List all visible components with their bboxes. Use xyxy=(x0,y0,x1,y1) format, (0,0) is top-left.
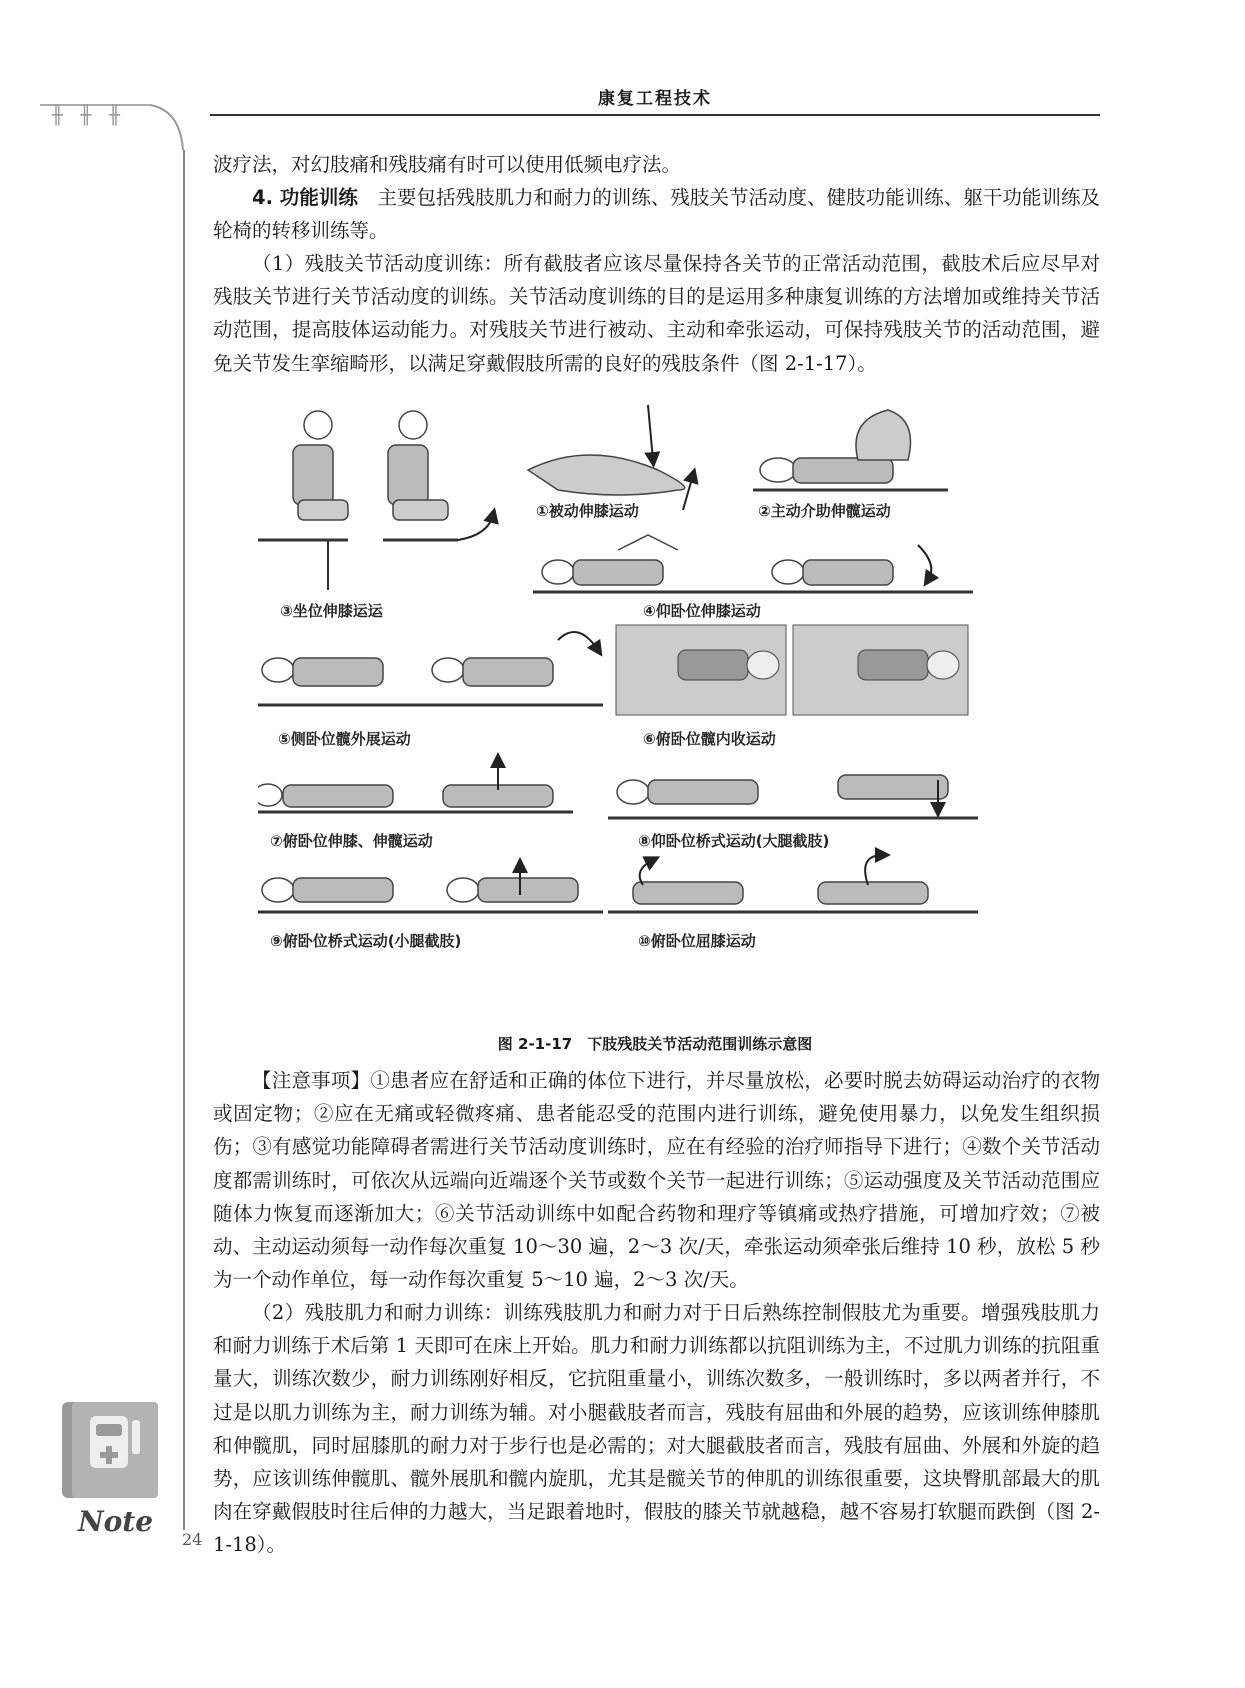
panel-supine-bridge-thigh xyxy=(608,775,978,818)
label-3: ③坐位伸膝运运 xyxy=(280,602,383,620)
paragraph-0: 波疗法，对幻肢痛和残肢痛有时可以使用低频电疗法。 xyxy=(213,153,682,176)
header-rule xyxy=(210,114,1100,116)
page-number: 24 xyxy=(182,1530,203,1549)
paragraph-2: （1）残肢关节活动度训练：所有截肢者应该尽量保持各关节的正常活动范围，截肢术后应尽早对残肢关节进行关节活动度的训练。关节活动度训练的目的是运用多种康复训练的方法增加或维持关节活动范围，提高肢体运动能力。对残肢关节进行被动、主动和牵张运动，可保持残肢关节的活动范围，避免关节发生挛缩畸形，以满足穿戴假肢所需的良好的残肢条件（图 2-1-17）。 xyxy=(213,252,1100,375)
panel-prone-knee-flexion xyxy=(608,855,978,912)
panel-seated-knee-extension xyxy=(258,411,493,590)
label-6: ⑥俯卧位髋内收运动 xyxy=(643,730,776,748)
paragraph-1 xyxy=(213,181,1100,247)
label-2: ②主动介助伸髋运动 xyxy=(758,502,891,520)
panel-assisted-hip-extension xyxy=(753,410,948,490)
panel-supine-knee-extension xyxy=(533,535,973,592)
paragraph-3: 【注意事项】①患者应在舒适和正确的体位下进行，并尽量放松，必要时脱去妨碍运动治疗的衣物或固定物；②应在无痛或轻微疼痛、患者能忍受的范围内进行训练，避免使用暴力，以免发生组织损伤；③有感觉功能障碍者需进行关节活动度训练时，应在有经验的治疗师指导下进行；④数个关节活动度都需训练时，可依次从远端向近端逐个关节或数个关节一起进行训练；⑤运动强度及关节活动范围应随体力恢复而逐渐加大；⑥关节活动训练中如配合药物和理疗等镇痛或热疗措施，可增加疗效；⑦被动、主动运动须每一动作每次重复 10～30 遍，2～3 次/天，牵张运动须牵张后维持 10 秒，放松 5 秒为一个动作单位，每一动作每次重复 5～10 遍，2～3 次/天。 xyxy=(213,1069,1100,1292)
margin-line xyxy=(183,150,185,1530)
note-icon xyxy=(62,1402,168,1508)
note-label: Note xyxy=(78,1505,154,1538)
label-4: ④仰卧位伸膝运动 xyxy=(643,602,761,620)
figure-caption: 图 2-1-17 下肢残肢关节活动范围训练示意图 xyxy=(497,1035,813,1053)
panel-passive-knee-extension xyxy=(528,405,693,510)
section-heading: 4. 功能训练 xyxy=(252,186,358,209)
label-1: ①被动伸膝运动 xyxy=(536,502,639,520)
panel-prone-hip-adduction xyxy=(616,625,968,715)
figure-2-1-17 xyxy=(258,400,1058,1020)
panel-prone-knee-hip-extension xyxy=(258,760,573,812)
label-5: ⑤侧卧位髋外展运动 xyxy=(278,730,411,748)
label-7: ⑦俯卧位伸膝、伸髋运动 xyxy=(270,832,433,850)
label-9: ⑨俯卧位桥式运动(小腿截肢) xyxy=(270,932,462,950)
paragraph-1-text: 主要包括残肢肌力和耐力的训练、残肢关节活动度、健肢功能训练、躯干功能训练及轮椅的转移训练等。 xyxy=(213,186,1100,243)
panel-prone-bridge-shank xyxy=(258,865,603,912)
panel-side-lying-hip-abduction xyxy=(258,632,603,705)
paragraph-4: （2）残肢肌力和耐力训练：训练残肢肌力和耐力对于日后熟练控制假肢尤为重要。增强残肢肌力和耐力训练于术后第 1 天即可在床上开始。肌力和耐力训练都以抗阻训练为主，不过肌力训练的抗阻重量大，训练次数少，耐力训练刚好相反，它抗阻重量小，训练次数多，一般训练时，多以两者并行，不过是以肌力训练为主，耐力训练为辅。对小腿截肢者而言，残肢有屈曲和外展的趋势，应该训练伸膝肌和伸髋肌，同时屈膝肌的耐力对于步行也是必需的；对大腿截肢者而言，残肢有屈曲、外展和外旋的趋势，应该训练伸髋肌、髋外展肌和髋内旋肌，尤其是髋关节的伸肌的训练很重要，这块臀肌部最大的肌肉在穿戴假肢时往后伸的力越大，当足跟着地时，假肢的膝关节就越稳，越不容易打软腿而跌倒（图 2-1-18）。 xyxy=(213,1301,1100,1557)
running-header: 康复工程技术 xyxy=(598,89,712,109)
margin-marks: ╫ ╫ ╫ xyxy=(52,105,126,126)
figure-illustration xyxy=(258,400,1058,1020)
label-8: ⑧仰卧位桥式运动(大腿截肢) xyxy=(638,832,830,850)
label-10: ⑩俯卧位屈膝运动 xyxy=(638,932,756,950)
